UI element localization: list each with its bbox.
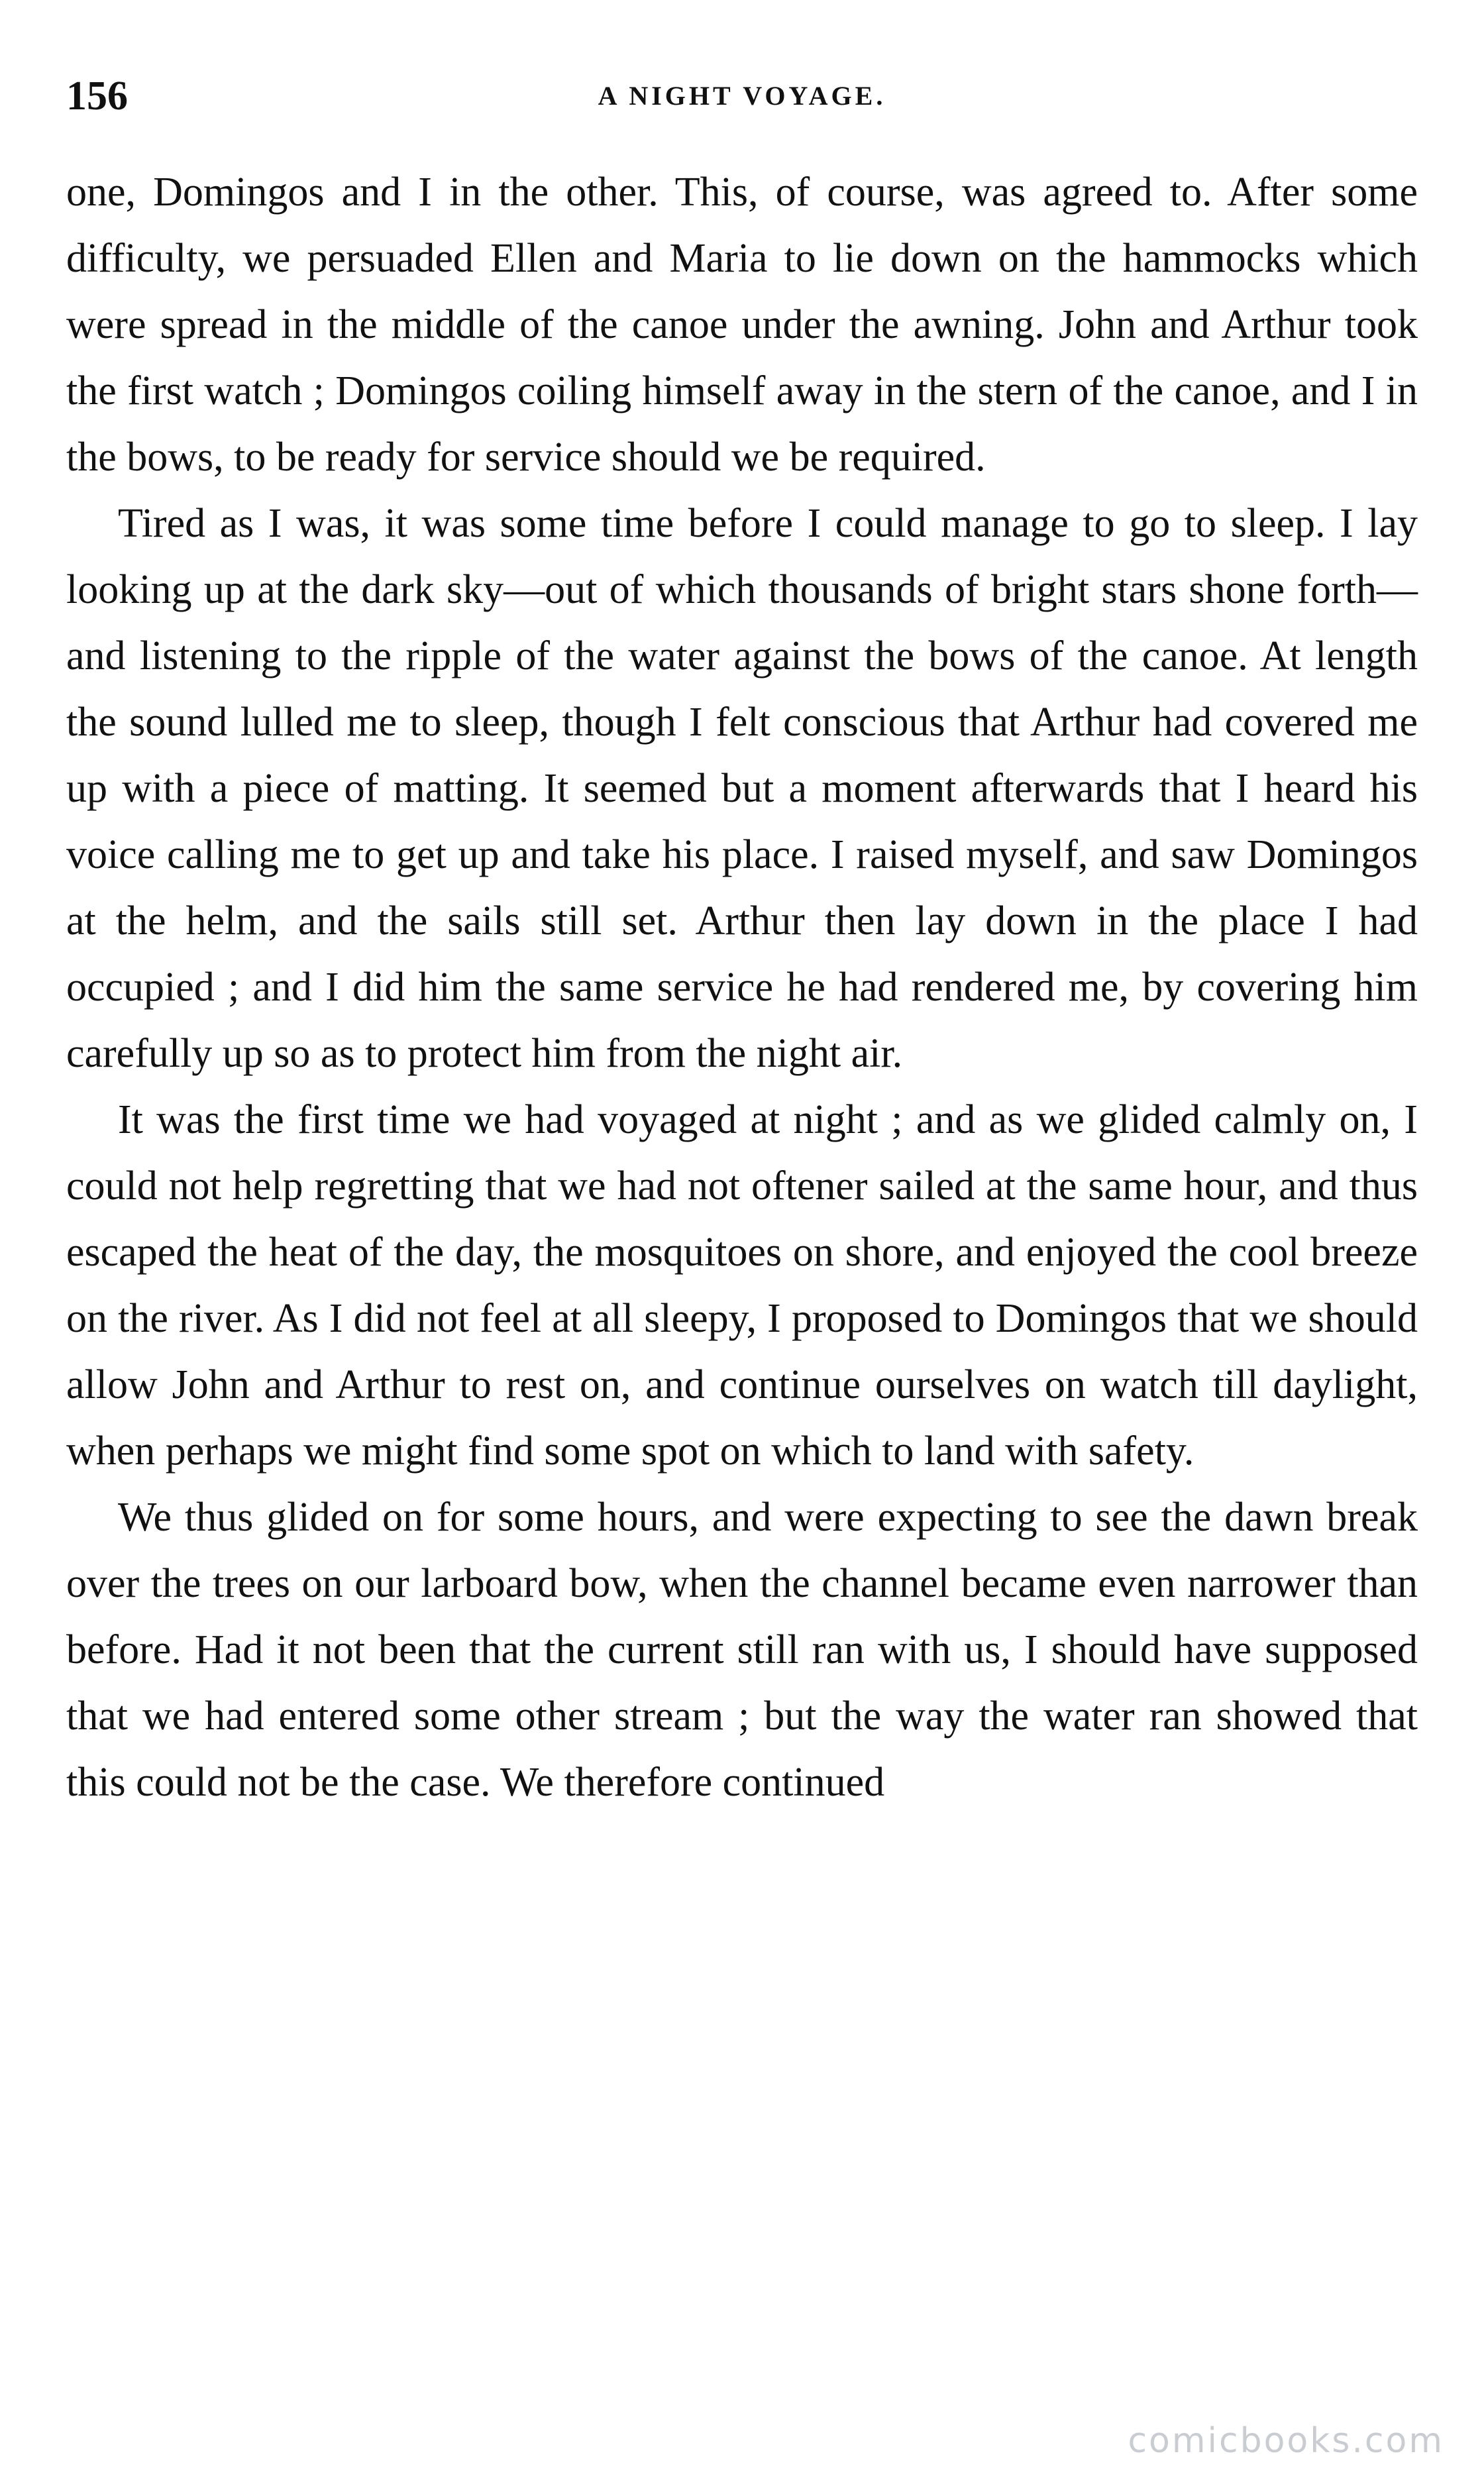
running-head: A NIGHT VOYAGE. [598, 81, 886, 111]
paragraph-4: We thus glided on for some hours, and were expecting to see the dawn break over the trees on our larboard bow, when the channel became even narrower than before. Had it not been that the current still ran with us, I should have supposed that we had entered some other stream ; but the way the water ran showed that this could not be the case. We therefore continued [66, 1495, 1418, 1805]
body-text [66, 159, 1418, 1815]
page-number: 156 [66, 74, 128, 119]
watermark: comicbooks.com [1128, 2421, 1444, 2461]
paragraph-3: It was the first time we had voyaged at night ; and as we glided calmly on, I could not help regretting that we had not oftener sailed at the same hour, and thus escaped the heat of the day, the mosquitoes on shore, and enjoyed the cool breeze on the river. As I did not feel at all sleepy, I proposed to Domingos that we should allow John and Arthur to rest on, and continue ourselves on watch till daylight, when perhaps we might find some spot on which to land with safety. [66, 1097, 1418, 1474]
paragraph-1: one, Domingos and I in the other. This, of course, was agreed to. After some difficulty, we persuaded Ellen and Maria to lie down on the hammocks which were spread in the middle of the canoe under the awning. John and Arthur took the first watch ; Domingos coiling himself away in the stern of the canoe, and I in the bows, to be ready for service should we be required. [66, 170, 1418, 480]
page-header [66, 70, 1418, 123]
paragraph-2: Tired as I was, it was some time before I could manage to go to sleep. I lay looking up at the dark sky—out of which thousands of bright stars shone forth—and listening to the ripple of the water against the bows of the canoe. At length the sound lulled me to sleep, though I felt conscious that Arthur had covered me up with a piece of matting. It seemed but a moment afterwards that I heard his voice calling me to get up and take his place. I raised myself, and saw Domingos at the helm, and the sails still set. Arthur then lay down in the place I had occupied ; and I did him the same service he had rendered me, by covering him carefully up so as to protect him from the night air. [66, 501, 1418, 1076]
